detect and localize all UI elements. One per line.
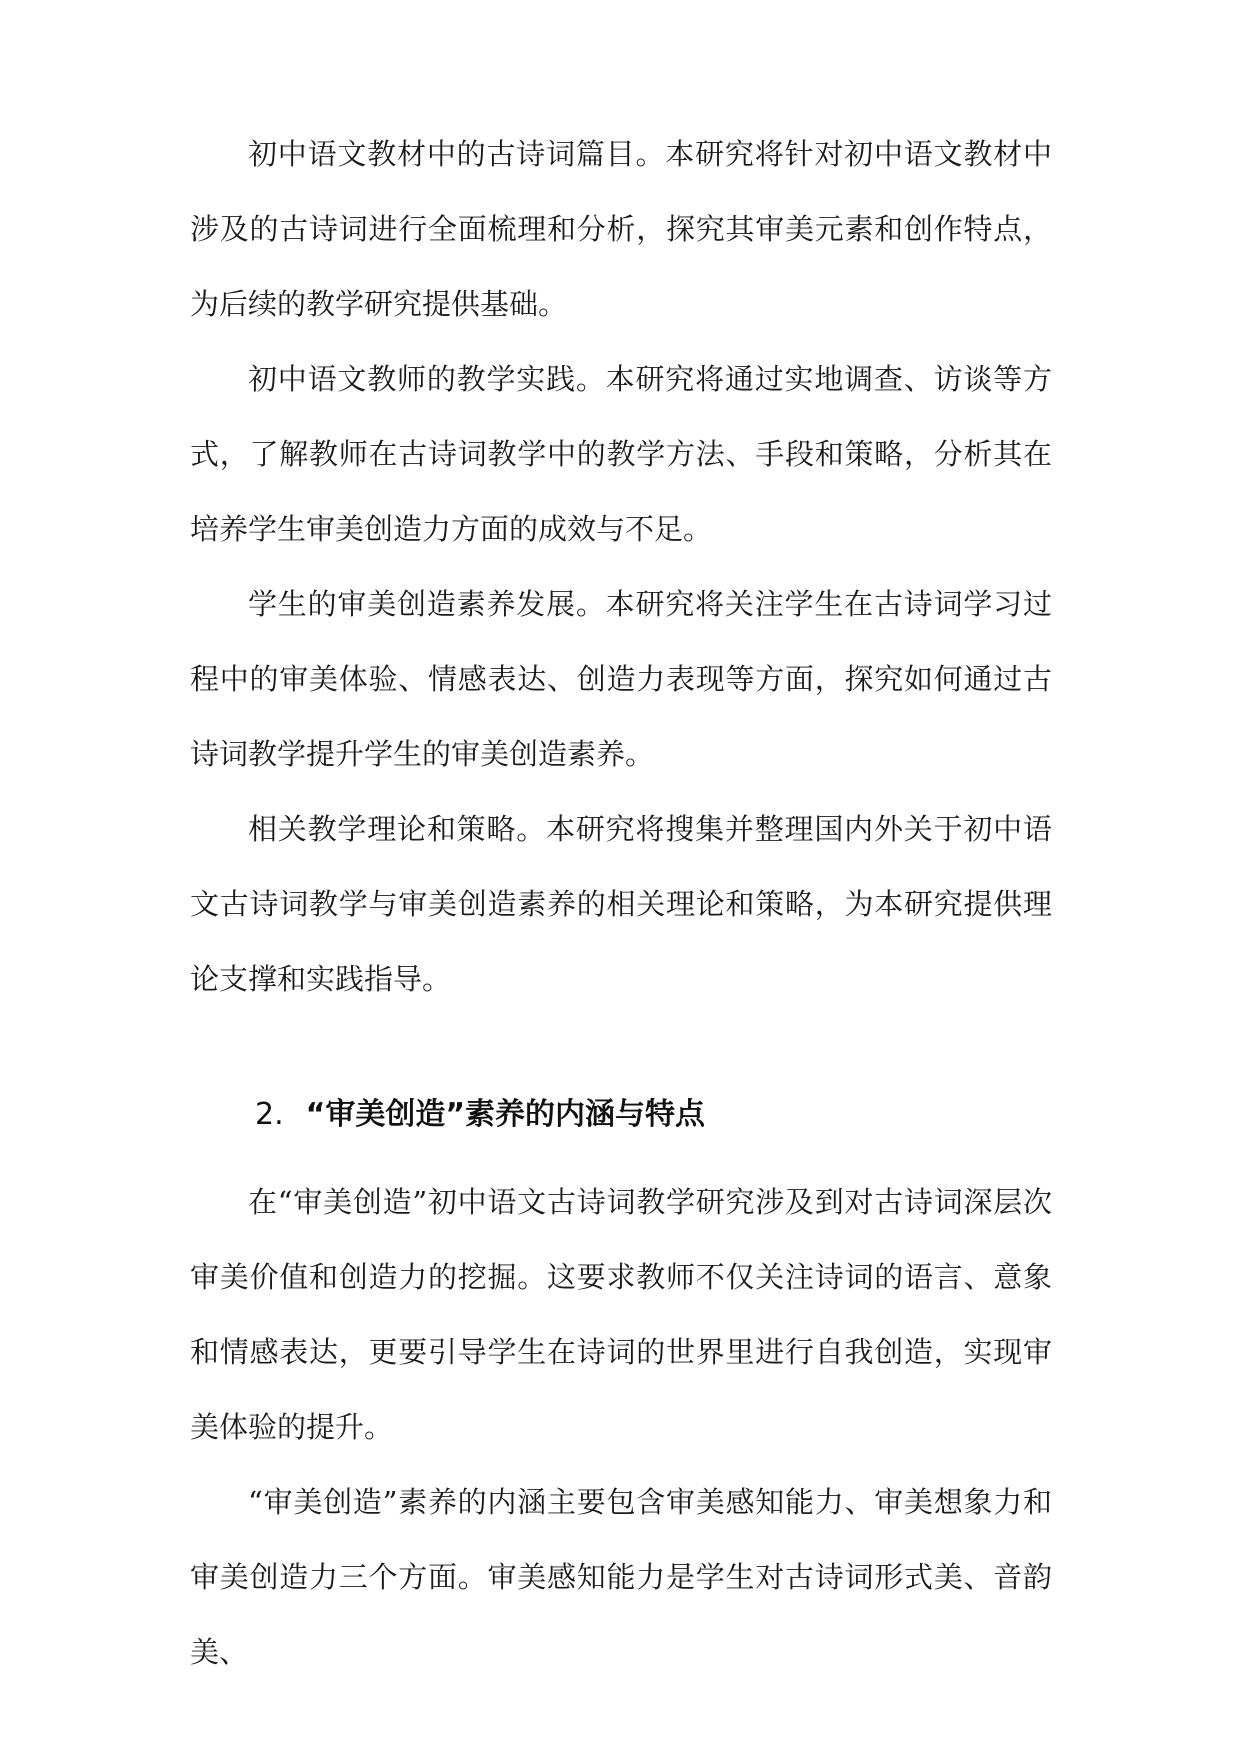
section-one-body	[190, 117, 1052, 1017]
section-heading	[255, 1090, 705, 1140]
paragraph-theory-strategy: 相关教学理论和策略。本研究将搜集并整理国内外关于初中语文古诗词教学与审美创造素养的相关理论和策略，为本研究提供理论支撑和实践指导。	[190, 812, 1052, 996]
section-heading-text: “审美创造”素养的内涵与特点	[305, 1097, 706, 1132]
section-two-body	[190, 1165, 1052, 1690]
paragraph-aesthetic-connotation: “审美创造”素养的内涵主要包含审美感知能力、审美想象力和审美创造力三个方面。审美感知能力是学生对古诗词形式美、音韵美、	[190, 1485, 1052, 1669]
paragraph-textbook-poems: 初中语文教材中的古诗词篇目。本研究将针对初中语文教材中涉及的古诗词进行全面梳理和分析，探究其审美元素和创作特点，为后续的教学研究提供基础。	[190, 137, 1052, 321]
section-heading-number: 2.	[255, 1097, 284, 1132]
paragraph-student-development: 学生的审美创造素养发展。本研究将关注学生在古诗词学习过程中的审美体验、情感表达、创造力表现等方面，探究如何通过古诗词教学提升学生的审美创造素养。	[190, 587, 1052, 771]
paragraph-aesthetic-intro: 在“审美创造”初中语文古诗词教学研究涉及到对古诗词深层次审美价值和创造力的挖掘。这要求教师不仅关注诗词的语言、意象和情感表达，更要引导学生在诗词的世界里进行自我创造，实现审美体验的提升。	[190, 1185, 1052, 1444]
paragraph-teacher-practice: 初中语文教师的教学实践。本研究将通过实地调查、访谈等方式，了解教师在古诗词教学中的教学方法、手段和策略，分析其在培养学生审美创造力方面的成效与不足。	[190, 362, 1052, 546]
